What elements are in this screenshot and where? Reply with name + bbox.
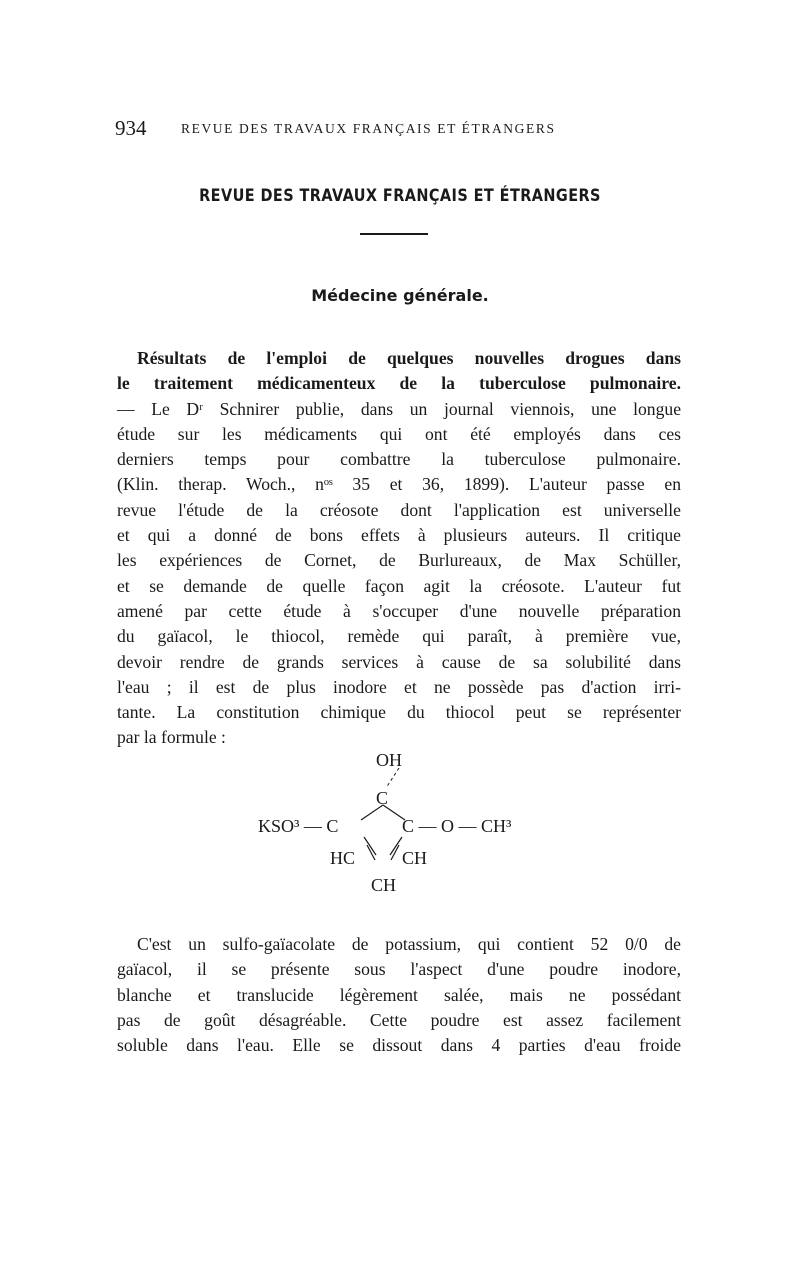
body-line: revue l'étude de la créosote dont l'application est universelle — [117, 499, 681, 520]
body-line: amené par cette étude à s'occuper d'une nouvelle préparation — [117, 600, 681, 621]
body-line: du gaïacol, le thiocol, remède qui paraît, à première vue, — [117, 626, 681, 647]
section-heading: Médecine générale. — [311, 286, 489, 305]
continuation-body — [117, 932, 681, 1058]
formula-ch-bottom: CH — [371, 875, 397, 895]
body-line: blanche et translucide légèrement salée, mais ne possédant — [117, 984, 681, 1005]
formula-ch-right: CH — [402, 848, 428, 868]
body-line: gaïacol, il se présente sous l'aspect d'une poudre inodore, — [117, 959, 681, 980]
page-number: 934 — [115, 116, 147, 140]
ring-bond-bottom-left — [364, 837, 376, 855]
body-line: par la formule : — [117, 727, 226, 748]
body-line: et se demande de quelle façon agit la créosote. L'auteur fut — [117, 575, 681, 596]
body-line: — Le Dʳ Schnirer publie, dans un journal viennois, une longue — [117, 398, 681, 419]
article-body — [117, 346, 681, 751]
body-line: et qui a donné de bons effets à plusieurs auteurs. Il critique — [117, 525, 681, 546]
body-line: tante. La constitution chimique du thiocol peut se représenter — [117, 702, 681, 723]
body-line: étude sur les médicaments qui ont été employés dans ces — [117, 423, 681, 444]
ring-bond-bottom-right — [390, 837, 402, 855]
running-title: REVUE DES TRAVAUX FRANÇAIS ET ÉTRANGERS — [181, 121, 556, 136]
body-line: soluble dans l'eau. Elle se dissout dans 4 parties d'eau froide — [117, 1035, 681, 1056]
body-line: (Klin. therap. Woch., nᵒˢ 35 et 36, 1899). L'auteur passe en — [117, 474, 681, 495]
page-title: REVUE DES TRAVAUX FRANÇAIS ET ÉTRANGERS — [199, 186, 601, 206]
article-heading-line-1: Résultats de l'emploi de quelques nouvelles drogues dans — [137, 348, 681, 368]
body-line: pas de goût désagréable. Cette poudre est assez facilement — [117, 1009, 681, 1030]
formula-hc: HC — [330, 848, 356, 868]
body-line: C'est un sulfo-gaïacolate de potassium, qui contient 52 0/0 de — [137, 934, 681, 954]
chemical-formula — [0, 750, 800, 900]
body-line: les expériences de Cornet, de Burlureaux, de Max Schüller, — [117, 550, 681, 571]
oh-bond — [386, 768, 399, 788]
formula-oh: OH — [376, 750, 402, 770]
title-rule — [360, 233, 428, 235]
body-line: derniers temps pour combattre la tuberculose pulmonaire. — [117, 449, 681, 470]
article-heading-line-2: le traitement médicamenteux de la tuberculose pulmonaire. — [117, 373, 681, 394]
formula-c-top: C — [376, 788, 389, 808]
body-line: l'eau ; il est de plus inodore et ne possède pas d'action irri- — [117, 676, 681, 697]
benzene-ring-diagram — [0, 750, 800, 900]
formula-right-group: C — O — CH³ — [402, 816, 512, 836]
body-line: devoir rendre de grands services à cause de sa solubilité dans — [117, 651, 681, 672]
running-header — [115, 116, 685, 140]
formula-left-group: KSO³ — C — [258, 816, 339, 836]
